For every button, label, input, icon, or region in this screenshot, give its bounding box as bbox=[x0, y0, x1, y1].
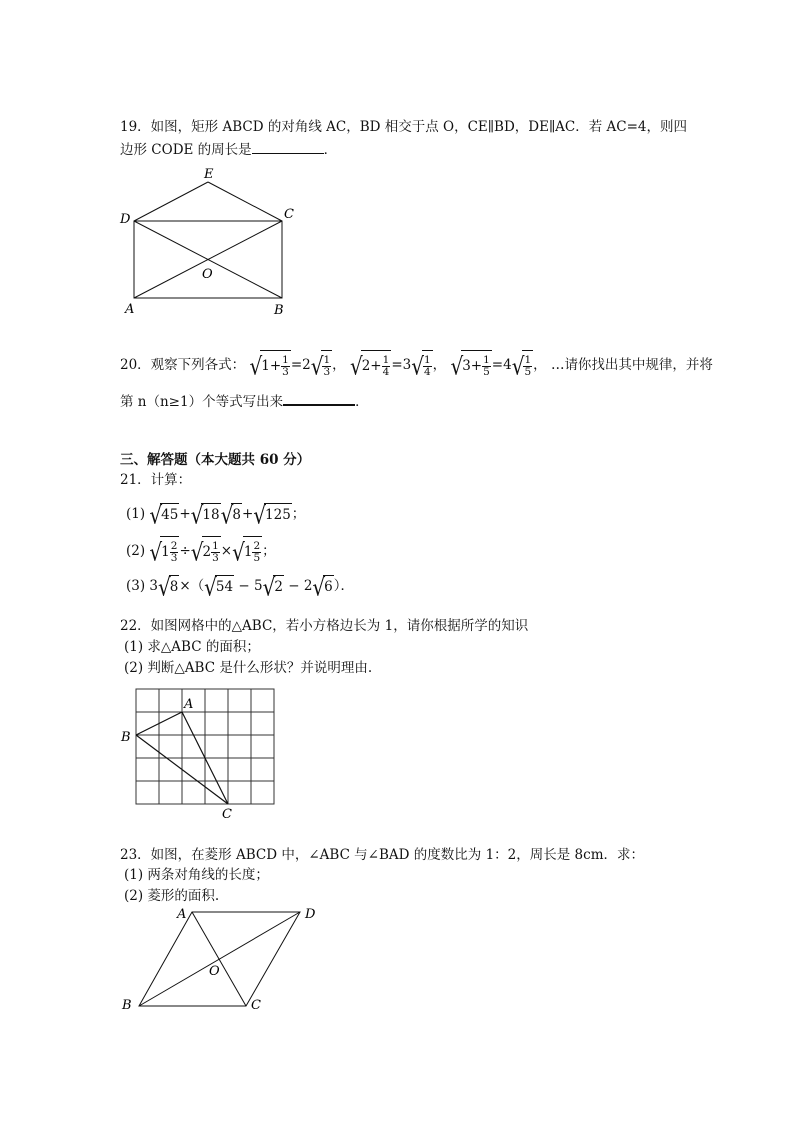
q23-part1: (1) 两条对角线的长度； bbox=[124, 867, 269, 883]
label-c: C bbox=[284, 207, 294, 222]
q23-label-b: B bbox=[122, 998, 132, 1013]
q20-line2 bbox=[120, 390, 369, 411]
segment-ce bbox=[208, 182, 282, 221]
q20-expr3: √3+ $\frac{1}{5}$ bbox=[450, 351, 490, 380]
q21-part2: (2) √1 $\frac{2}{3}$ ÷√2 $\frac{1}{3}$ ×√1 $\frac{2}{5}$ ； bbox=[126, 537, 276, 566]
q23-label-c: C bbox=[251, 998, 261, 1013]
q20-line2-text: 第 n（n≥1）个等式写出来 bbox=[120, 394, 284, 410]
q21-part1: (1) √45+√18√8+√125； bbox=[126, 500, 306, 529]
q20-suffix: …请你找出其中规律，并将 bbox=[550, 357, 713, 373]
q20-expr2: √2+ $\frac{1}{4}$ bbox=[349, 351, 390, 380]
diagonal-bd-rhombus bbox=[139, 912, 300, 1006]
q23-part2: (2) 菱形的面积. bbox=[124, 888, 220, 904]
q19-line1: 19．如图，矩形 ABCD 的对角线 AC，BD 相交于点 O，CE∥BD，DE∥AC．若 AC=4，则四 bbox=[120, 119, 688, 135]
q22-part1: (1) 求△ABC 的面积； bbox=[124, 639, 260, 655]
section3-heading: 三、解答题（本大题共 60 分） bbox=[120, 452, 311, 468]
q23-title: 23．如图，在菱形 ABCD 中，∠ABC 与∠BAD 的度数比为 1：2，周长是 8cm．求： bbox=[120, 847, 644, 863]
label-d: D bbox=[120, 212, 131, 227]
q21-part3: (3) 3√8×（√54 − 5√2 − 2√6）． bbox=[126, 572, 355, 601]
q22-title: 22．如图网格中的△ABC，若小方格边长为 1，请你根据所学的知识 bbox=[120, 618, 529, 634]
q21-title: 21．计算： bbox=[120, 472, 192, 488]
q20-prefix: 20．观察下列各式： bbox=[120, 357, 246, 373]
q22-label-a: A bbox=[184, 697, 194, 712]
q22-part2: (2) 判断△ABC 是什么形状？并说明理由. bbox=[124, 660, 373, 676]
label-e: E bbox=[204, 167, 214, 182]
q20-expr1: √1+ $\frac{1}{3}$ bbox=[249, 351, 289, 380]
q20-end: ． bbox=[355, 394, 369, 410]
q20-line1: 20．观察下列各式： √1+ $\frac{1}{3}$ =2√ $\frac{1}{3}$ ， √2+ $\frac{1}{4}$ =3√ $\frac{1}{4}$ ， √3+ $\frac{1}{5}$ =4√ $\frac{1}{5}$ ， …请你找出其中规律，并将 bbox=[120, 351, 713, 380]
q20-answer-blank[interactable] bbox=[283, 390, 355, 406]
q19-end: ． bbox=[323, 142, 338, 158]
label-a: A bbox=[125, 302, 135, 317]
q23-label-d: D bbox=[305, 907, 316, 922]
q22-label-b: B bbox=[121, 730, 131, 745]
q19-line2-text: 边形 CODE 的周长是 bbox=[120, 142, 252, 158]
q23-label-o: O bbox=[209, 964, 220, 979]
q23-label-a: A bbox=[177, 907, 187, 922]
segment-de bbox=[134, 182, 208, 221]
q22-label-c: C bbox=[222, 807, 232, 822]
rhombus-abcd bbox=[139, 912, 300, 1006]
label-o: O bbox=[202, 267, 213, 282]
label-b: B bbox=[274, 303, 284, 318]
